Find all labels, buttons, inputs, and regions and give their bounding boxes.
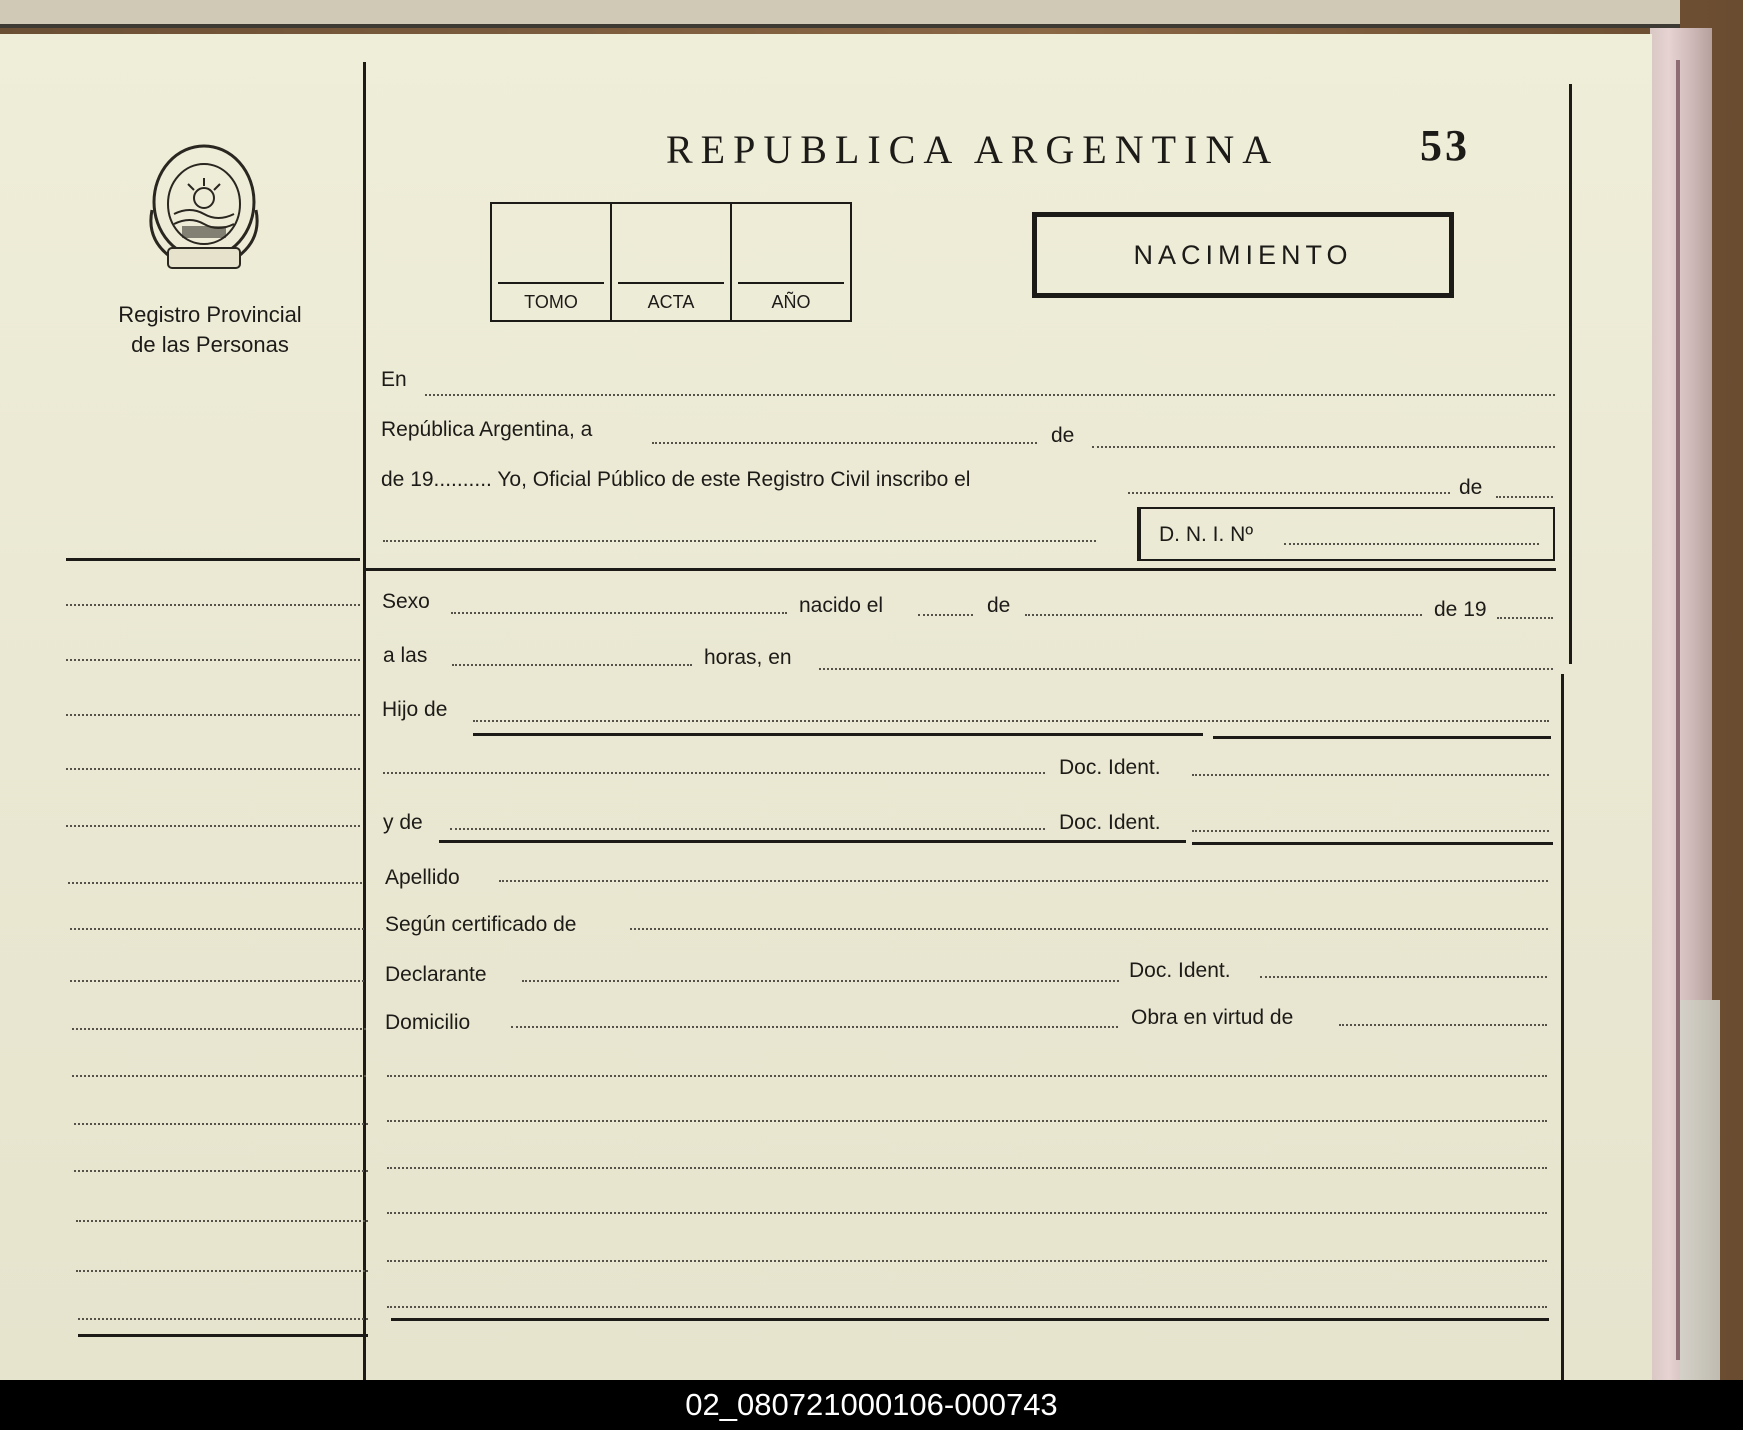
field-doc-madre[interactable] <box>1192 830 1549 832</box>
right-border-lower <box>1561 674 1564 1380</box>
label-horas-en: horas, en <box>704 646 792 669</box>
margin-line-2[interactable] <box>66 659 360 661</box>
record-reference-box <box>490 202 852 322</box>
left-column-rule <box>363 62 366 1380</box>
field-de-2[interactable] <box>1496 496 1553 498</box>
right-border-upper <box>1569 84 1572 664</box>
field-dni[interactable] <box>1284 543 1539 545</box>
left-bottom-rule <box>78 1334 368 1337</box>
label-en: En <box>381 368 407 391</box>
label-de-1: de <box>1051 424 1075 447</box>
organization-name <box>60 300 360 360</box>
label-de-2: de <box>1459 476 1483 499</box>
label-apellido: Apellido <box>385 866 460 889</box>
label-declarante: Declarante <box>385 963 487 986</box>
footer-caption-bar <box>0 1380 1743 1430</box>
margin-line-1[interactable] <box>66 604 360 606</box>
anio-label: AÑO <box>771 292 811 312</box>
provincial-seal-icon <box>142 140 267 275</box>
main-bottom-rule <box>391 1318 1549 1321</box>
tomo-label: TOMO <box>524 292 578 312</box>
margin-line-12[interactable] <box>74 1170 368 1172</box>
label-de19-yo: de 19.......... Yo, Oficial Público de este Registro Civil inscribo el <box>381 468 971 491</box>
field-nombre[interactable] <box>383 540 1096 542</box>
field-obra[interactable] <box>1339 1024 1547 1026</box>
field-doc-padre[interactable] <box>1192 774 1549 776</box>
madre-underline-1 <box>439 840 1186 843</box>
field-dia[interactable] <box>652 442 1037 444</box>
book-edge-lower <box>1680 1000 1720 1380</box>
field-padre[interactable] <box>473 720 1549 722</box>
blank-line-4[interactable] <box>387 1212 1547 1214</box>
margin-line-7[interactable] <box>70 928 364 930</box>
acta-label: ACTA <box>647 292 695 312</box>
blank-line-1[interactable] <box>387 1075 1547 1077</box>
label-segun: Según certificado de <box>385 913 577 936</box>
tomo-cell <box>492 204 612 320</box>
margin-line-5[interactable] <box>66 825 360 827</box>
field-horas[interactable] <box>452 664 692 666</box>
label-doc-ident-1: Doc. Ident. <box>1059 756 1161 779</box>
field-lugar[interactable] <box>819 668 1553 670</box>
field-en[interactable] <box>425 394 1555 396</box>
acta-cell <box>612 204 732 320</box>
field-inscribo[interactable] <box>1128 492 1450 494</box>
label-hijo-de: Hijo de <box>382 698 448 721</box>
margin-line-10[interactable] <box>72 1075 366 1077</box>
margin-line-15[interactable] <box>78 1318 368 1320</box>
label-de19: de 19 <box>1434 598 1487 621</box>
label-republica: República Argentina, a <box>381 418 593 441</box>
margin-line-4[interactable] <box>66 768 360 770</box>
field-nacido-anio[interactable] <box>1497 617 1553 619</box>
margin-line-11[interactable] <box>74 1123 368 1125</box>
blank-line-6[interactable] <box>387 1306 1547 1308</box>
margin-line-3[interactable] <box>66 714 360 716</box>
record-type-box <box>1032 212 1454 298</box>
field-padre-2[interactable] <box>383 772 1045 774</box>
margin-line-8[interactable] <box>70 980 364 982</box>
label-domicilio: Domicilio <box>385 1011 471 1034</box>
label-de-3: de <box>987 594 1011 617</box>
dni-box <box>1137 507 1555 561</box>
field-sexo[interactable] <box>451 612 787 614</box>
margin-line-6[interactable] <box>68 882 362 884</box>
margin-line-13[interactable] <box>76 1220 368 1222</box>
field-doc-declarante[interactable] <box>1260 976 1547 978</box>
record-type-label: NACIMIENTO <box>1133 239 1353 270</box>
label-obra: Obra en virtud de <box>1131 1006 1294 1029</box>
anio-cell <box>732 204 850 320</box>
footer-code: 02_080721000106-000743 <box>685 1387 1058 1422</box>
page-title: REPUBLICA ARGENTINA <box>666 127 1280 172</box>
blank-line-5[interactable] <box>387 1260 1547 1262</box>
page-number: 53 <box>1420 121 1470 170</box>
label-dni: D. N. I. Nº <box>1159 523 1254 546</box>
field-mes[interactable] <box>1092 446 1555 448</box>
blank-line-3[interactable] <box>387 1167 1547 1169</box>
organization-line-2: de las Personas <box>131 332 289 357</box>
label-a-las: a las <box>383 644 428 667</box>
field-nacido-mes[interactable] <box>1025 614 1422 616</box>
blank-line-2[interactable] <box>387 1120 1547 1122</box>
organization-line-1: Registro Provincial <box>118 302 302 327</box>
section-divider-1 <box>366 568 1556 571</box>
field-nacido-dia[interactable] <box>918 614 973 616</box>
margin-line-14[interactable] <box>76 1270 368 1272</box>
madre-underline-2 <box>1192 842 1553 845</box>
previous-page-edge <box>0 0 1680 28</box>
padre-underline-1 <box>473 733 1203 736</box>
field-madre[interactable] <box>450 828 1045 830</box>
field-apellido[interactable] <box>499 880 1548 882</box>
field-declarante[interactable] <box>522 980 1119 982</box>
label-nacido-el: nacido el <box>799 594 884 617</box>
margin-line-9[interactable] <box>72 1028 366 1030</box>
field-domicilio[interactable] <box>511 1026 1118 1028</box>
padre-underline-2 <box>1213 736 1551 739</box>
label-doc-ident-2: Doc. Ident. <box>1059 811 1161 834</box>
label-y-de: y de <box>383 811 423 834</box>
left-column-divider <box>66 558 360 561</box>
label-doc-ident-3: Doc. Ident. <box>1129 959 1231 982</box>
field-certificado[interactable] <box>630 928 1548 930</box>
label-sexo: Sexo <box>382 590 430 613</box>
